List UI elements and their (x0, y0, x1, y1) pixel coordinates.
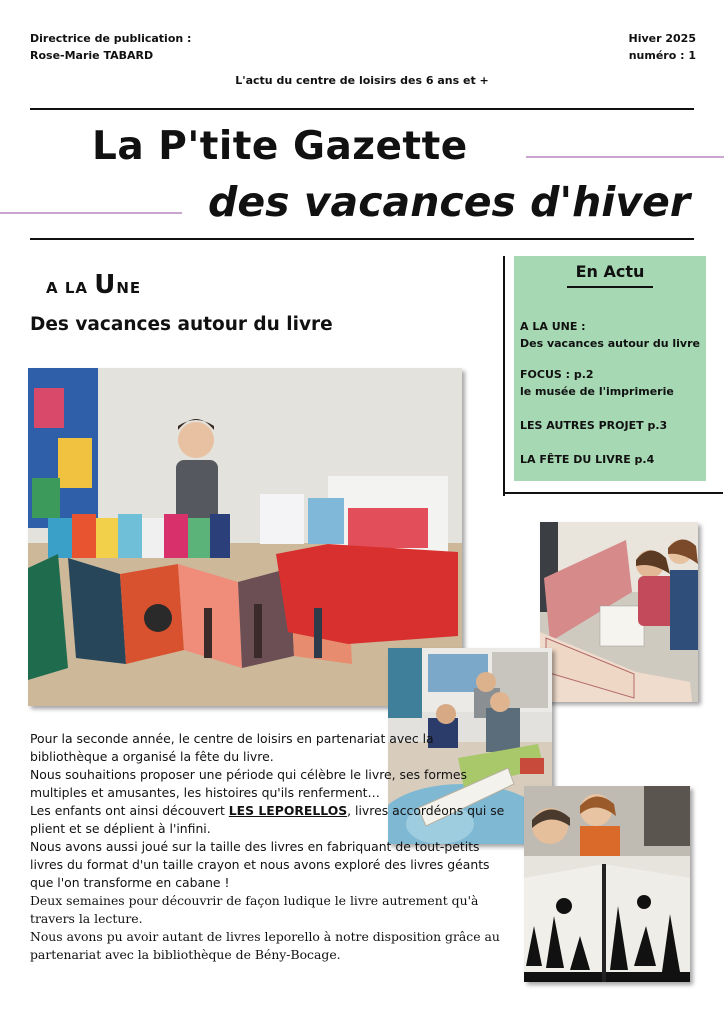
sidebar-bottom-rule (503, 492, 723, 494)
paragraph-text: , livres accordéons qui se plient et se déplient à l'infini. (30, 803, 505, 836)
publication-director (30, 30, 191, 64)
paragraph-text: Les enfants ont ainsi découvert (30, 803, 229, 818)
accent-line-right (526, 156, 724, 158)
leporellos-link[interactable]: LES LEPORELLOS (228, 803, 348, 818)
giant-book-image (540, 522, 698, 702)
en-actu-item[interactable] (520, 318, 706, 352)
director-label: Directrice de publication : (30, 32, 192, 45)
issue-season: Hiver 2025 (628, 32, 696, 45)
article-paragraph: Nous avons aussi joué sur la taille des livres en fabriquant de tout-petits livres du format d'un taille crayon et nous avons exploré des livres géants que l'on transforme en cabane ! (30, 839, 490, 890)
en-actu-item-line1: FOCUS : p.2 (520, 368, 594, 381)
en-actu-underline (567, 286, 653, 288)
kicker-ne: NE (116, 279, 142, 297)
en-actu-item[interactable] (520, 366, 706, 400)
silhouette-cabin-photo (524, 786, 690, 982)
masthead-subtitle: des vacances d'hiver (208, 178, 691, 226)
article-headline: Des vacances autour du livre (30, 314, 333, 335)
section-kicker (46, 270, 141, 300)
bottom-rule (30, 238, 694, 240)
sidebar-divider (503, 256, 505, 496)
kicker-a-la: A LA (46, 279, 95, 297)
masthead-title: La P'tite Gazette (92, 124, 468, 169)
en-actu-title: En Actu (575, 262, 645, 281)
en-actu-item[interactable] (520, 451, 706, 468)
en-actu-item-line2: le musée de l'imprimerie (520, 385, 674, 398)
giant-book-photo (540, 522, 698, 702)
issue-info (629, 30, 696, 64)
article-paragraph: Pour la seconde année, le centre de loisirs en partenariat avec la bibliothèque a organisé la fête du livre. (30, 731, 434, 764)
en-actu-item-line1: LA FÊTE DU LIVRE p.4 (520, 453, 655, 466)
en-actu-item-line2: Des vacances autour du livre (520, 337, 700, 350)
issue-number: numéro : 1 (628, 49, 696, 62)
kicker-u: U (94, 270, 117, 300)
accent-line-left (0, 212, 182, 214)
director-name: Rose-Marie TABARD (30, 49, 154, 62)
tagline: L'actu du centre de loisirs des 6 ans et + (235, 74, 489, 87)
article-paragraph: Nous souhaitions proposer une période qui célèbre le livre, ses formes multiples et amusantes, les histoires qu'ils renferment… (30, 767, 467, 800)
article-body (30, 730, 506, 964)
en-actu-item[interactable] (520, 417, 706, 434)
silhouette-cabin-image (524, 786, 690, 982)
article-paragraph: Deux semaines pour découvrir de façon ludique le livre autrement qu'à travers la lecture. (30, 893, 479, 926)
en-actu-item-line1: LES AUTRES PROJET p.3 (520, 419, 668, 432)
en-actu-item-line1: A LA UNE : (520, 320, 586, 333)
article-paragraph: Nous avons pu avoir autant de livres leporello à notre disposition grâce au partenariat avec la bibliothèque de Bény-Bocage. (30, 929, 500, 962)
article-paragraph (30, 802, 506, 838)
top-rule (30, 108, 694, 110)
